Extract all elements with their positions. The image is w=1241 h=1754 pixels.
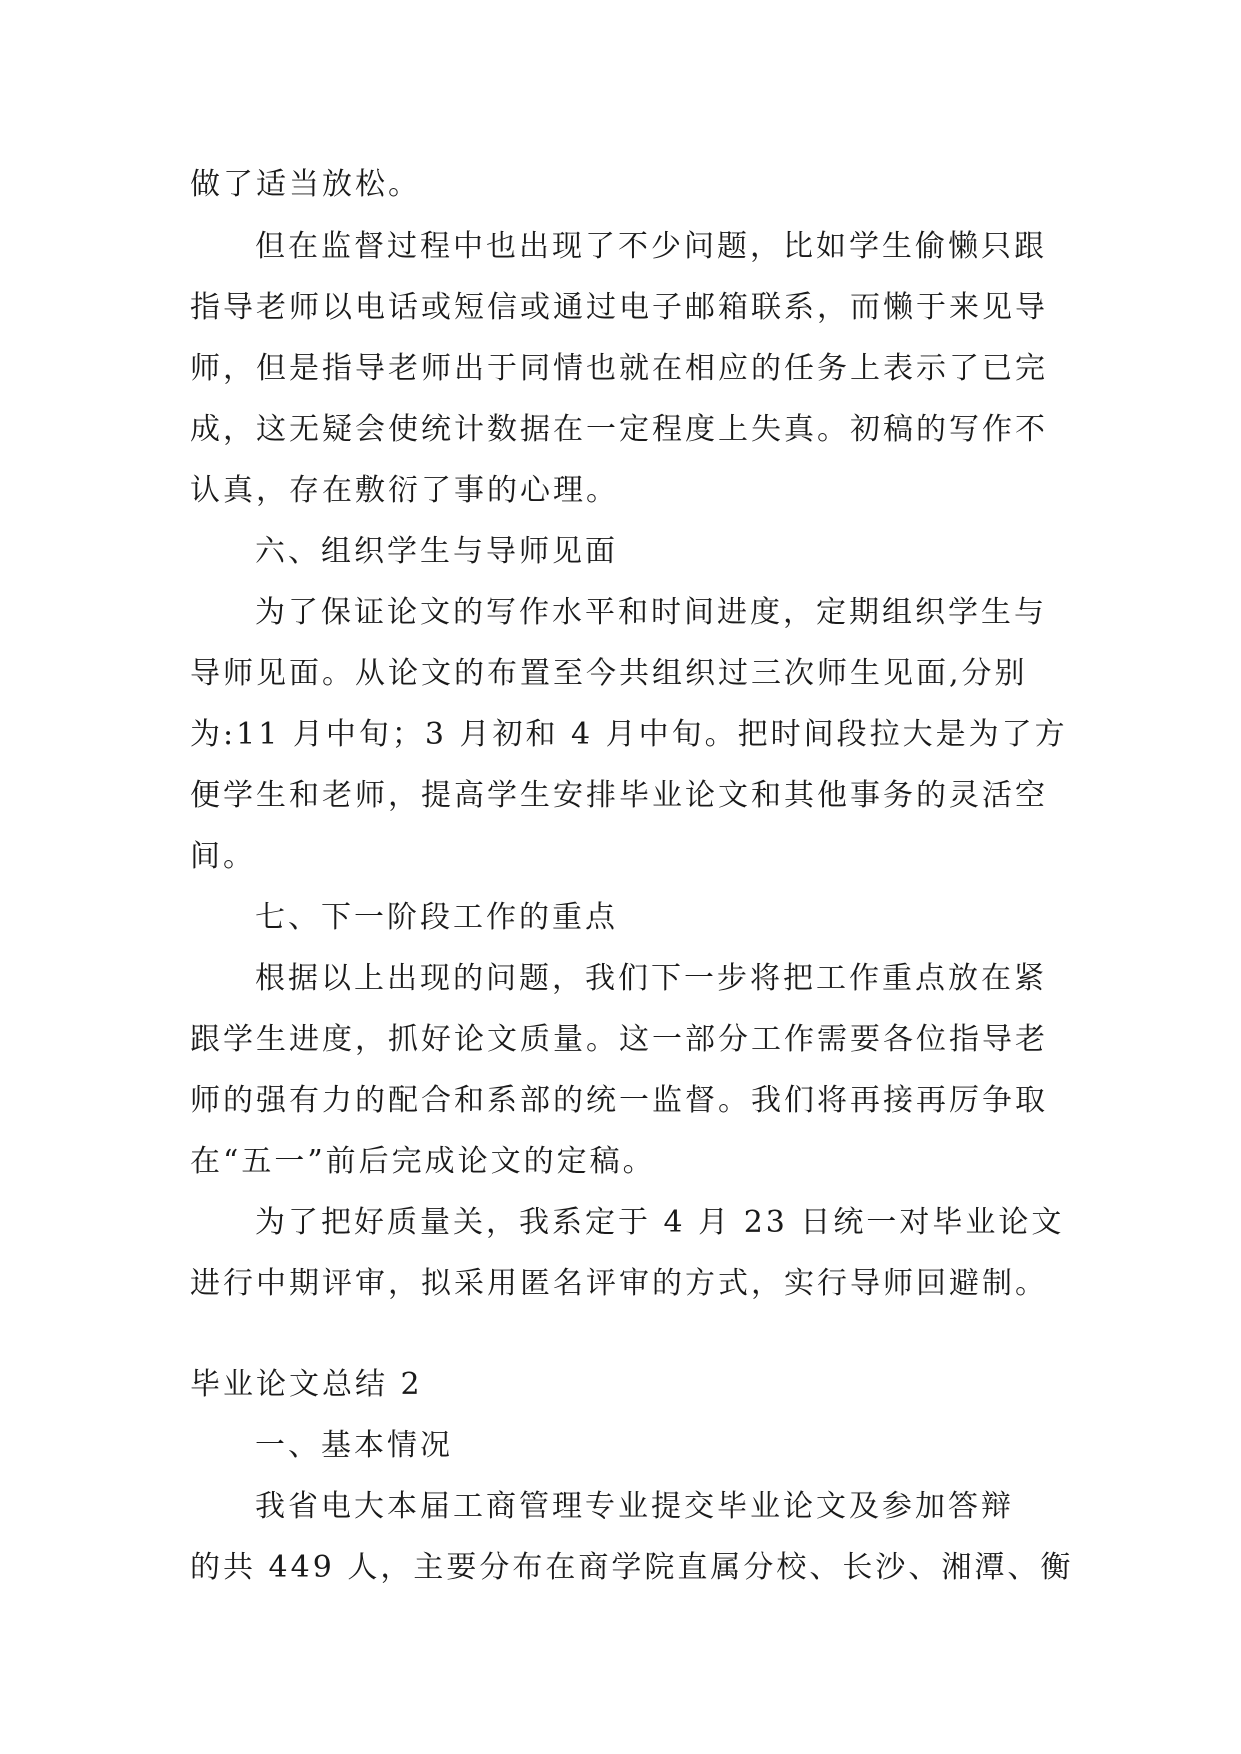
body-text-line: 师，但是指导老师出于同情也就在相应的任务上表示了已完 [190, 351, 1048, 386]
body-text-line: 师的强有力的配合和系部的统一监督。我们将再接再厉争取 [190, 1083, 1048, 1118]
body-text-line: 进行中期评审，拟采用匿名评审的方式，实行导师回避制。 [190, 1266, 1048, 1301]
body-text-line: 为:11 月中旬；3 月初和 4 月中旬。把时间段拉大是为了方 [190, 717, 1068, 752]
document-title: 毕业论文总结 2 [190, 1367, 423, 1402]
body-text-line: 的共 449 人，主要分布在商学院直属分校、长沙、湘潭、衡 [190, 1550, 1074, 1585]
body-text-line: 为了把好质量关，我系定于 4 月 23 日统一对毕业论文 [255, 1205, 1065, 1240]
body-text-line: 我省电大本届工商管理专业提交毕业论文及参加答辩 [255, 1489, 1014, 1524]
body-text-line: 根据以上出现的问题，我们下一步将把工作重点放在紧 [255, 961, 1047, 996]
section-heading: 六、组织学生与导师见面 [255, 534, 618, 569]
body-text-line: 为了保证论文的写作水平和时间进度，定期组织学生与 [255, 595, 1047, 630]
body-text-line: 间。 [190, 839, 256, 874]
body-text-line: 做了适当放松。 [190, 167, 421, 202]
body-text-line: 导师见面。从论文的布置至今共组织过三次师生见面,分别 [190, 656, 1028, 691]
body-text-line: 在“五一”前后完成论文的定稿。 [190, 1144, 656, 1179]
body-text-line: 但在监督过程中也出现了不少问题，比如学生偷懒只跟 [255, 229, 1047, 264]
body-text-line: 成，这无疑会使统计数据在一定程度上失真。初稿的写作不 [190, 412, 1048, 447]
body-text-line: 便学生和老师，提高学生安排毕业论文和其他事务的灵活空 [190, 778, 1048, 813]
body-text-line: 跟学生进度，抓好论文质量。这一部分工作需要各位指导老 [190, 1022, 1048, 1057]
body-text-line: 认真，存在敷衍了事的心理。 [190, 473, 619, 508]
section-heading: 七、下一阶段工作的重点 [255, 900, 618, 935]
body-text-line: 指导老师以电话或短信或通过电子邮箱联系，而懒于来见导 [190, 290, 1048, 325]
section-heading: 一、基本情况 [255, 1428, 453, 1463]
